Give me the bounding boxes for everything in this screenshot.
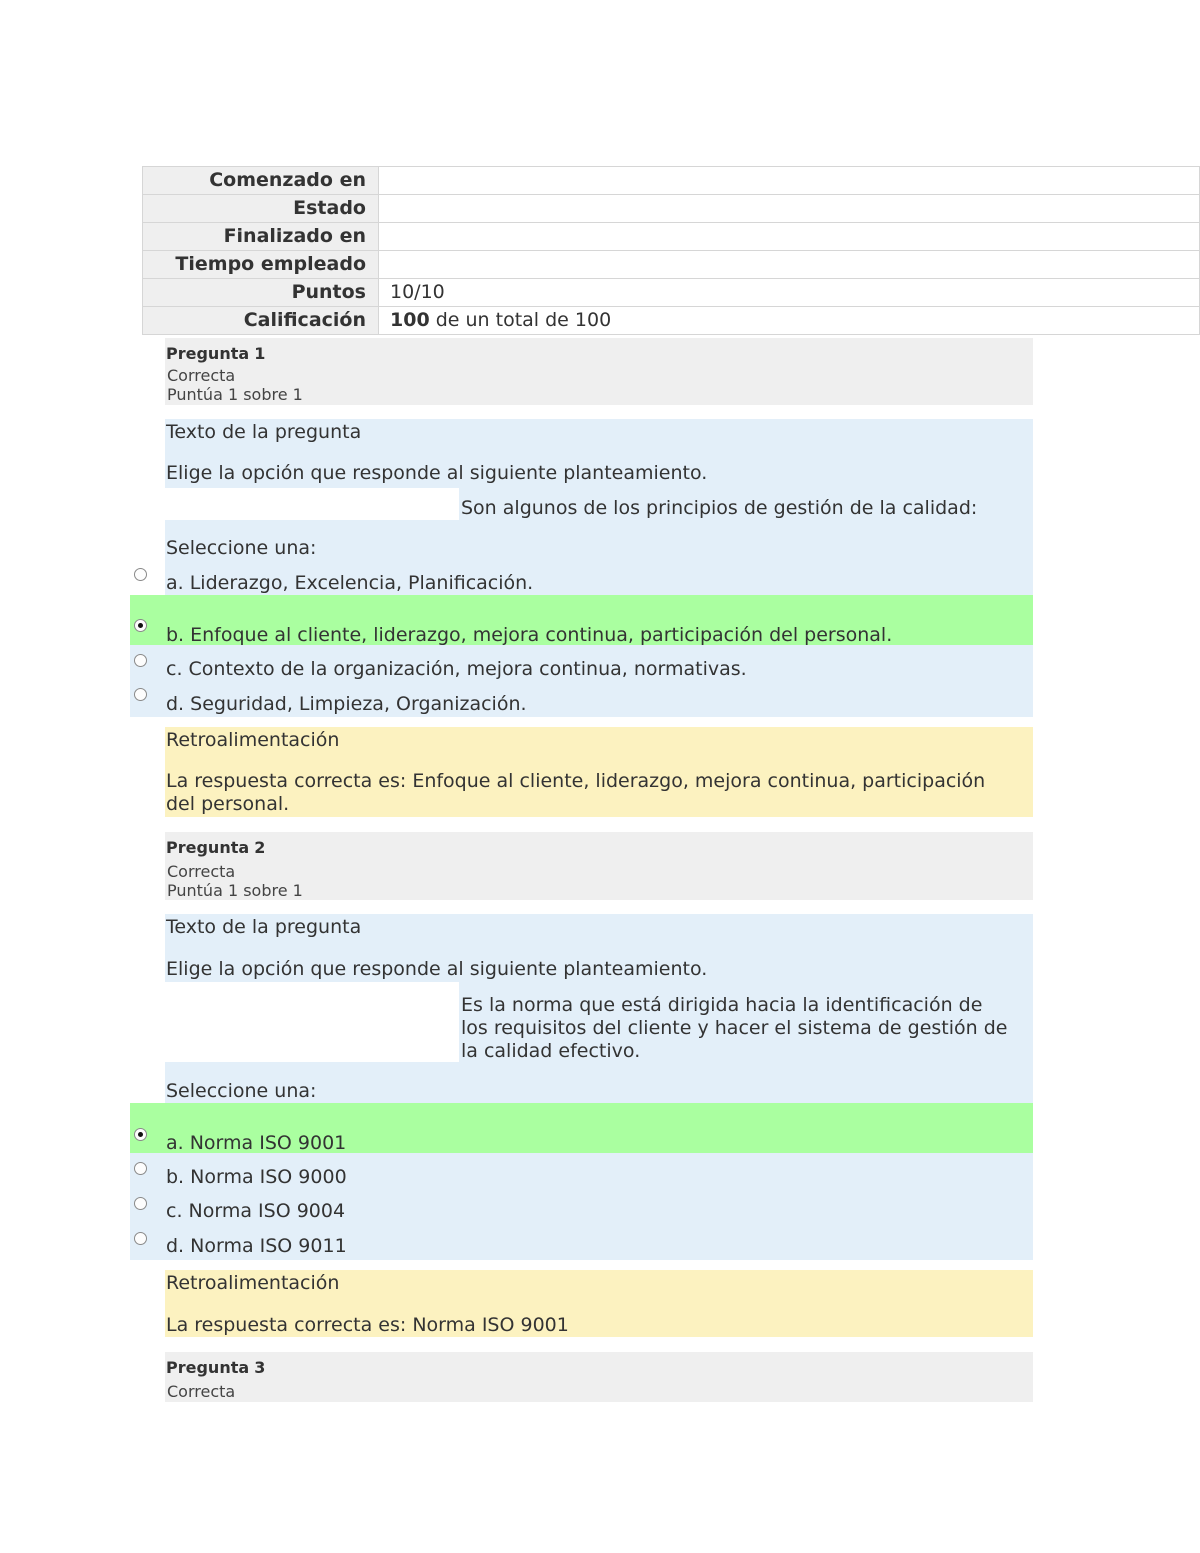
question-score: Puntúa 1 sobre 1 [167,385,303,404]
summary-label: Puntos [143,279,379,307]
question-status: Correcta [167,366,236,385]
summary-row [143,307,1200,335]
question-3-info [165,1352,1033,1402]
question-2-info [165,832,1033,900]
question-number: 2 [254,838,266,857]
question-word: Pregunta [166,1358,250,1377]
summary-row [143,223,1200,251]
attempt-summary-table [142,166,1200,335]
select-one-label: Seleccione una: [166,1080,317,1102]
answer-option[interactable] [130,650,1033,680]
summary-value [379,223,1200,251]
question-status: Correcta [167,862,236,881]
summary-label: Finalizado en [143,223,379,251]
question-2-feedback [165,1270,1033,1337]
answer-option[interactable] [130,565,1033,595]
summary-label: Estado [143,195,379,223]
answer-option[interactable] [130,1193,1033,1223]
feedback-text: La respuesta correcta es: Norma ISO 9001 [166,1314,569,1336]
summary-value [379,251,1200,279]
question-instruction: Elige la opción que responde al siguiente planteamiento. [166,958,708,980]
question-1-indent [165,488,459,520]
summary-row [143,167,1200,195]
summary-label: Calificación [143,307,379,335]
answer-option-label: c. Contexto de la organización, mejora continua, normativas. [166,658,747,680]
radio-icon[interactable] [134,619,147,632]
answer-option-label: a. Norma ISO 9001 [166,1132,347,1154]
radio-icon[interactable] [134,1232,147,1245]
summary-label: Comenzado en [143,167,379,195]
feedback-text: La respuesta correcta es: Enfoque al cliente, liderazgo, mejora continua, participación del personal. [166,770,986,815]
answer-option[interactable] [130,1228,1033,1258]
answer-option-label: b. Norma ISO 9000 [166,1166,347,1188]
radio-icon[interactable] [134,1197,147,1210]
question-text-header: Texto de la pregunta [166,916,362,938]
question-2-indent [165,982,459,1062]
grade-total: de un total de 100 [429,309,612,331]
question-number: 1 [254,344,266,363]
summary-label: Tiempo empleado [143,251,379,279]
feedback-header: Retroalimentación [166,1272,340,1294]
question-1-info [165,338,1033,405]
radio-icon[interactable] [134,688,147,701]
summary-value [379,307,1200,335]
question-1-feedback [165,727,1033,817]
summary-value [379,195,1200,223]
answer-option-label: a. Liderazgo, Excelencia, Planificación. [166,572,534,594]
radio-icon[interactable] [134,568,147,581]
summary-row [143,195,1200,223]
answer-option[interactable] [130,685,1033,715]
radio-icon[interactable] [134,654,147,667]
question-instruction: Elige la opción que responde al siguiente planteamiento. [166,462,708,484]
grade-value: 100 [390,309,430,331]
question-number: 3 [254,1358,266,1377]
question-score: Puntúa 1 sobre 1 [167,881,303,900]
question-text-header: Texto de la pregunta [166,421,362,443]
question-word: Pregunta [166,838,250,857]
summary-value [379,167,1200,195]
summary-row [143,251,1200,279]
select-one-label: Seleccione una: [166,537,317,559]
answer-option-selected[interactable] [130,1103,1033,1153]
question-statement: Son algunos de los principios de gestión de la calidad: [461,497,978,519]
answer-option-label: c. Norma ISO 9004 [166,1200,346,1222]
answer-option-label: d. Norma ISO 9011 [166,1235,347,1257]
question-statement: Es la norma que está dirigida hacia la identificación de los requisitos del cliente y hacer el sistema de gestión de la calidad efectivo. [461,994,1008,1062]
radio-icon[interactable] [134,1162,147,1175]
question-status: Correcta [167,1382,236,1401]
summary-value: 10/10 [379,279,1200,307]
answer-option-selected[interactable] [130,595,1033,645]
answer-option-label: d. Seguridad, Limpieza, Organización. [166,693,527,715]
question-word: Pregunta [166,344,250,363]
feedback-header: Retroalimentación [166,729,340,751]
answer-option-label: b. Enfoque al cliente, liderazgo, mejora continua, participación del personal. [166,624,893,646]
radio-icon[interactable] [134,1128,147,1141]
summary-row [143,279,1200,307]
answer-option[interactable] [130,1158,1033,1188]
